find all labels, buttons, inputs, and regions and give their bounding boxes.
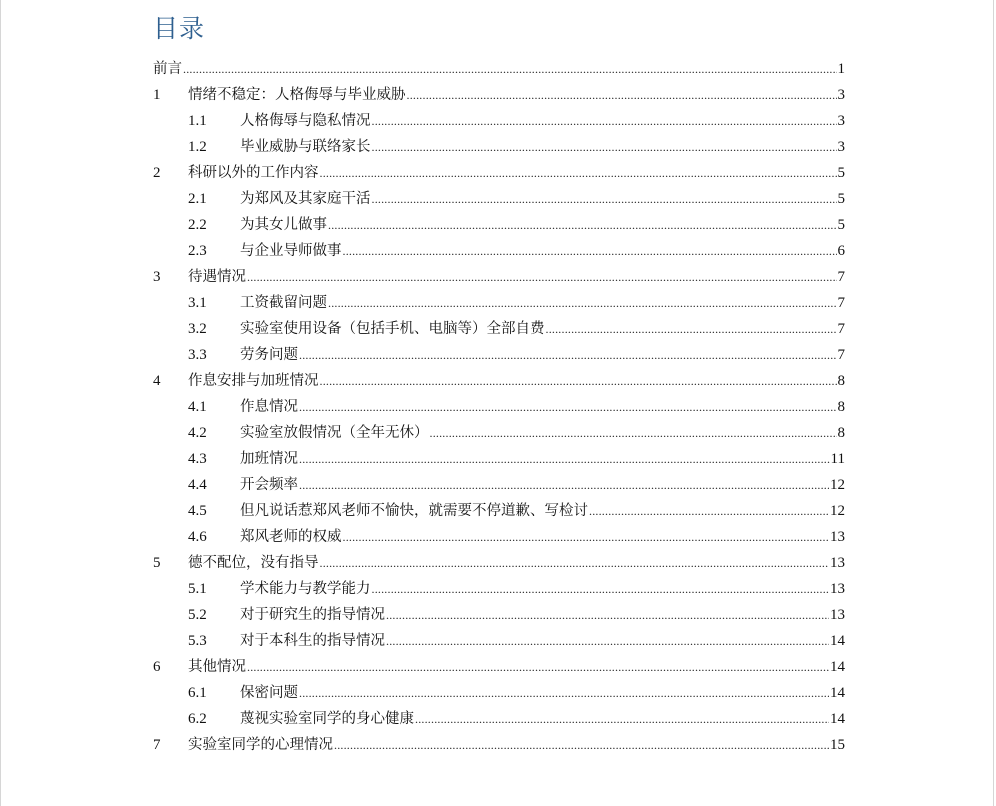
toc-entry-number: 4.5 bbox=[188, 503, 207, 519]
toc-entry-page-number: 5 bbox=[837, 165, 845, 181]
toc-entry-section[interactable] bbox=[153, 316, 845, 342]
toc-entry-page-number: 7 bbox=[837, 269, 845, 285]
toc-entry-section[interactable] bbox=[153, 290, 845, 316]
toc-dot-leader bbox=[247, 654, 829, 680]
toc-entry-label: 作息情况 bbox=[240, 399, 298, 415]
toc-entry-number: 1.1 bbox=[188, 113, 207, 129]
toc-entry-section[interactable] bbox=[153, 420, 845, 446]
toc-entry-chapter[interactable] bbox=[153, 368, 845, 394]
toc-entry-number: 6 bbox=[153, 659, 161, 675]
toc-entry-section[interactable] bbox=[153, 524, 845, 550]
toc-entry-number: 3.3 bbox=[188, 347, 207, 363]
toc-entry-section[interactable] bbox=[153, 602, 845, 628]
toc-entry-label: 保密问题 bbox=[240, 685, 298, 701]
toc-entry-number: 6.1 bbox=[188, 685, 207, 701]
toc-entry-number: 4.6 bbox=[188, 529, 207, 545]
toc-entry-label: 实验室同学的心理情况 bbox=[188, 737, 333, 753]
toc-entry-label: 劳务问题 bbox=[240, 347, 298, 363]
toc-dot-leader bbox=[589, 498, 829, 524]
toc-entry-label: 为郑风及其家庭干活 bbox=[240, 191, 371, 207]
toc-entry-section[interactable] bbox=[153, 498, 845, 524]
toc-list bbox=[153, 56, 845, 758]
toc-entry-chapter[interactable] bbox=[153, 732, 845, 758]
toc-entry-number: 1 bbox=[153, 87, 161, 103]
toc-entry-section[interactable] bbox=[153, 108, 845, 134]
toc-entry-page-number: 7 bbox=[837, 295, 845, 311]
toc-entry-section[interactable] bbox=[153, 446, 845, 472]
toc-entry-chapter[interactable] bbox=[153, 82, 845, 108]
toc-dot-leader bbox=[386, 602, 829, 628]
toc-entry-section[interactable] bbox=[153, 394, 845, 420]
toc-entry-page-number: 7 bbox=[837, 321, 845, 337]
toc-dot-leader bbox=[546, 316, 837, 342]
toc-entry-page-number: 8 bbox=[837, 399, 845, 415]
toc-entry-number: 3 bbox=[153, 269, 161, 285]
toc-entry-page-number: 7 bbox=[837, 347, 845, 363]
toc-entry-label: 工资截留问题 bbox=[240, 295, 327, 311]
toc-entry-number: 2.2 bbox=[188, 217, 207, 233]
toc-entry-page-number: 13 bbox=[830, 607, 845, 623]
toc-dot-leader bbox=[343, 238, 837, 264]
toc-entry-number: 4 bbox=[153, 373, 161, 389]
toc-entry-page-number: 14 bbox=[830, 633, 845, 649]
toc-entry-label: 实验室放假情况（全年无休） bbox=[240, 425, 429, 441]
toc-entry-number: 2.3 bbox=[188, 243, 207, 259]
toc-entry-page-number: 14 bbox=[830, 685, 845, 701]
toc-entry-number: 4.2 bbox=[188, 425, 207, 441]
toc-entry-section[interactable] bbox=[153, 472, 845, 498]
toc-entry-label: 对于研究生的指导情况 bbox=[240, 607, 385, 623]
toc-entry-label: 与企业导师做事 bbox=[240, 243, 342, 259]
toc-dot-leader bbox=[320, 368, 837, 394]
toc-entry-section[interactable] bbox=[153, 342, 845, 368]
toc-entry-number: 1.2 bbox=[188, 139, 207, 155]
toc-entry-number: 4.4 bbox=[188, 477, 207, 493]
toc-entry-page-number: 14 bbox=[830, 711, 845, 727]
toc-entry-section[interactable] bbox=[153, 238, 845, 264]
toc-entry-label: 开会频率 bbox=[240, 477, 298, 493]
toc-entry-label: 加班情况 bbox=[240, 451, 298, 467]
toc-entry-number: 3.1 bbox=[188, 295, 207, 311]
toc-entry-page-number: 5 bbox=[837, 217, 845, 233]
toc-dot-leader bbox=[299, 394, 837, 420]
toc-entry-label: 人格侮辱与隐私情况 bbox=[240, 113, 371, 129]
toc-dot-leader bbox=[343, 524, 830, 550]
toc-entry-label: 学术能力与教学能力 bbox=[240, 581, 371, 597]
toc-entry-page-number: 11 bbox=[830, 451, 845, 467]
toc-entry-section[interactable] bbox=[153, 576, 845, 602]
toc-dot-leader bbox=[320, 160, 837, 186]
toc-entry-preface[interactable] bbox=[153, 56, 845, 82]
toc-dot-leader bbox=[386, 628, 829, 654]
toc-entry-page-number: 12 bbox=[830, 503, 845, 519]
toc-dot-leader bbox=[299, 446, 830, 472]
toc-entry-page-number: 3 bbox=[837, 113, 845, 129]
toc-entry-label: 前言 bbox=[153, 61, 182, 77]
toc-entry-page-number: 3 bbox=[837, 139, 845, 155]
toc-entry-page-number: 15 bbox=[830, 737, 845, 753]
toc-dot-leader bbox=[183, 56, 837, 82]
toc-entry-number: 4.1 bbox=[188, 399, 207, 415]
toc-entry-number: 5.3 bbox=[188, 633, 207, 649]
toc-dot-leader bbox=[320, 550, 830, 576]
toc-dot-leader bbox=[328, 212, 837, 238]
toc-entry-label: 待遇情况 bbox=[188, 269, 246, 285]
toc-entry-chapter[interactable] bbox=[153, 550, 845, 576]
toc-dot-leader bbox=[372, 108, 837, 134]
toc-entry-number: 3.2 bbox=[188, 321, 207, 337]
toc-dot-leader bbox=[328, 290, 837, 316]
toc-dot-leader bbox=[415, 706, 829, 732]
toc-entry-number: 2.1 bbox=[188, 191, 207, 207]
toc-entry-page-number: 3 bbox=[837, 87, 845, 103]
toc-entry-page-number: 6 bbox=[837, 243, 845, 259]
toc-dot-leader bbox=[299, 680, 829, 706]
toc-entry-page-number: 12 bbox=[830, 477, 845, 493]
toc-dot-leader bbox=[299, 472, 829, 498]
toc-entry-section[interactable] bbox=[153, 706, 845, 732]
toc-title: 目录 bbox=[153, 14, 206, 43]
toc-entry-number: 2 bbox=[153, 165, 161, 181]
toc-entry-page-number: 8 bbox=[837, 425, 845, 441]
toc-entry-label: 郑风老师的权威 bbox=[240, 529, 342, 545]
toc-entry-label: 但凡说话惹郑风老师不愉快，就需要不停道歉、写检讨 bbox=[240, 503, 588, 519]
toc-entry-section[interactable] bbox=[153, 628, 845, 654]
toc-dot-leader bbox=[372, 576, 830, 602]
toc-entry-number: 5.2 bbox=[188, 607, 207, 623]
toc-entry-section[interactable] bbox=[153, 134, 845, 160]
toc-dot-leader bbox=[372, 134, 837, 160]
toc-entry-section[interactable] bbox=[153, 186, 845, 212]
toc-entry-page-number: 13 bbox=[830, 555, 845, 571]
toc-entry-page-number: 5 bbox=[837, 191, 845, 207]
toc-entry-label: 实验室使用设备（包括手机、电脑等）全部自费 bbox=[240, 321, 545, 337]
toc-entry-label: 对于本科生的指导情况 bbox=[240, 633, 385, 649]
toc-entry-chapter[interactable] bbox=[153, 264, 845, 290]
toc-entry-label: 德不配位，没有指导 bbox=[188, 555, 319, 571]
toc-entry-label: 科研以外的工作内容 bbox=[188, 165, 319, 181]
toc-entry-section[interactable] bbox=[153, 680, 845, 706]
toc-entry-section[interactable] bbox=[153, 212, 845, 238]
toc-entry-number: 7 bbox=[153, 737, 161, 753]
toc-entry-label: 作息安排与加班情况 bbox=[188, 373, 319, 389]
toc-dot-leader bbox=[372, 186, 837, 212]
toc-entry-page-number: 8 bbox=[837, 373, 845, 389]
toc-entry-label: 为其女儿做事 bbox=[240, 217, 327, 233]
toc-entry-label: 其他情况 bbox=[188, 659, 246, 675]
toc-entry-number: 4.3 bbox=[188, 451, 207, 467]
toc-entry-label: 蔑视实验室同学的身心健康 bbox=[240, 711, 414, 727]
toc-dot-leader bbox=[407, 82, 837, 108]
toc-entry-chapter[interactable] bbox=[153, 654, 845, 680]
toc-dot-leader bbox=[299, 342, 837, 368]
toc-dot-leader bbox=[247, 264, 837, 290]
toc-entry-page-number: 13 bbox=[830, 581, 845, 597]
toc-entry-label: 情绪不稳定：人格侮辱与毕业威胁 bbox=[188, 87, 406, 103]
toc-dot-leader bbox=[334, 732, 829, 758]
toc-entry-page-number: 14 bbox=[830, 659, 845, 675]
toc-entry-chapter[interactable] bbox=[153, 160, 845, 186]
toc-dot-leader bbox=[430, 420, 837, 446]
toc-entry-number: 5 bbox=[153, 555, 161, 571]
toc-entry-page-number: 1 bbox=[837, 61, 845, 77]
toc-entry-number: 6.2 bbox=[188, 711, 207, 727]
toc-entry-page-number: 13 bbox=[830, 529, 845, 545]
toc-entry-label: 毕业威胁与联络家长 bbox=[240, 139, 371, 155]
toc-entry-number: 5.1 bbox=[188, 581, 207, 597]
